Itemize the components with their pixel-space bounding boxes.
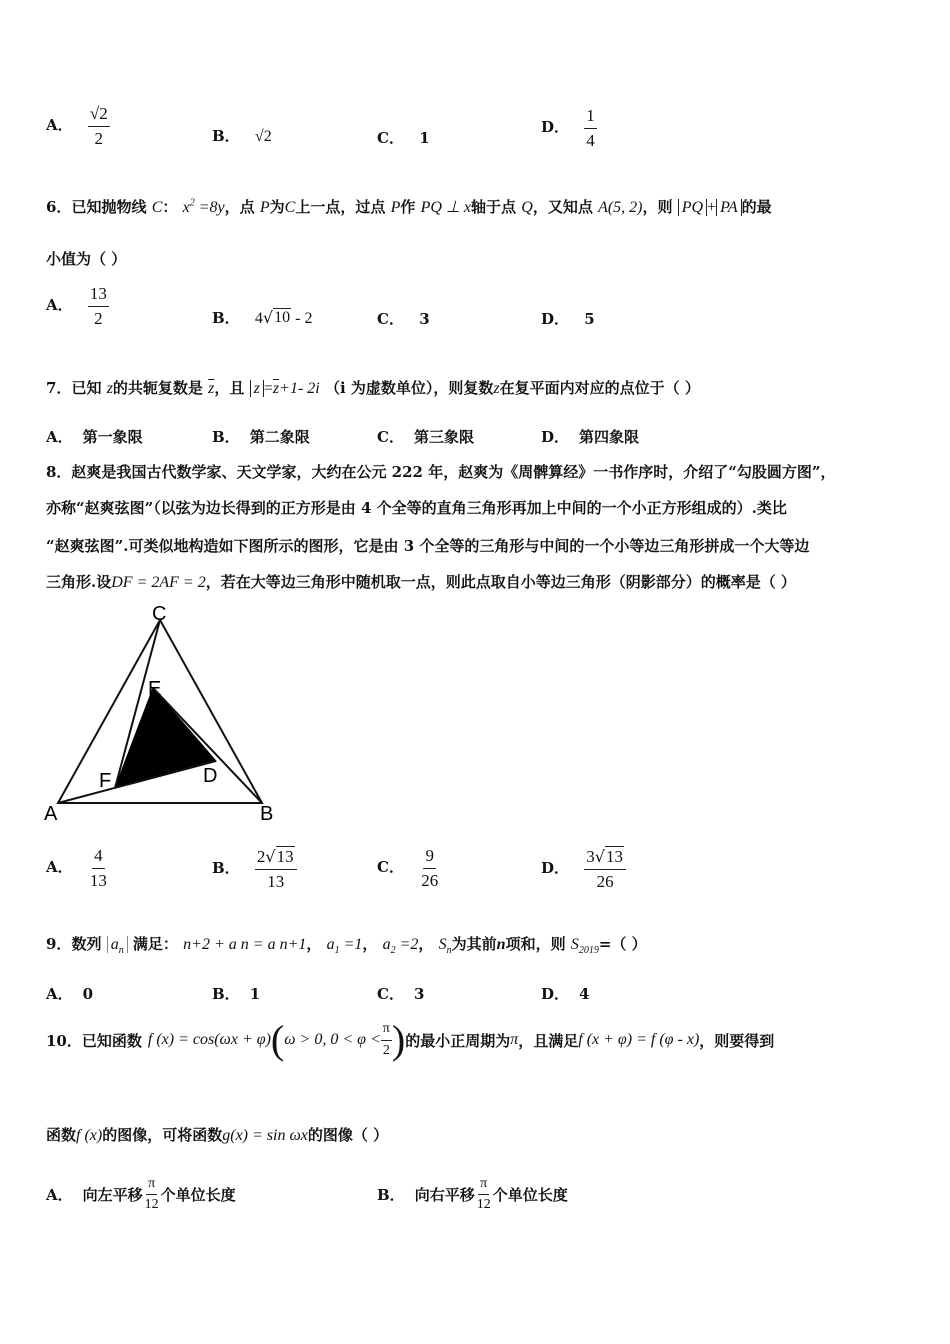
q6-stem-line1: 6．已知抛物线 C： $x^2 =8y$，点 P为C上一点，过点 P作 PQ ⊥ x轴于点 Q，又知点 A(5, 2)，则 PQ + PA 的最 bbox=[46, 197, 772, 216]
fraction: 3 √ 13 26 bbox=[584, 846, 626, 891]
label-e: E bbox=[148, 678, 162, 700]
q7-option-c[interactable]: C． 第三象限 bbox=[377, 428, 474, 446]
q7-option-b[interactable]: B． 第二象限 bbox=[212, 428, 310, 446]
q8-option-b[interactable]: B． 2 √ 13 13 bbox=[212, 846, 297, 891]
label-d: D bbox=[203, 765, 218, 787]
fraction: 2 √ 13 13 bbox=[255, 846, 297, 891]
fraction: $\frac{√2}{2}$ bbox=[89, 104, 108, 148]
q7-stem: 7．已知 z的共轭复数是 $\overline{z}$，且 $z =\overline{z}+1-$ 2i （i 为虚数单位），则复数z在复平面内对应的点位于（ ） bbox=[46, 379, 700, 397]
q8-stem-line4: 三角形.设DF = 2AF = 2，若在大等边三角形中随机取一点，则此点取自小等边三角形（阴影部分）的概率是（ ） bbox=[46, 573, 796, 591]
q8-option-d[interactable]: D． 3 √ 13 26 bbox=[541, 846, 626, 891]
q7-option-a[interactable]: A． 第一象限 bbox=[46, 428, 143, 446]
q9-stem: 9．数列 $a_n$ 满足： n+2 + a n = a n+1， $a_1 =1$， $a_2 =2$， $S_n$为其前n项和，则 $S_{2019}=$（ ） bbox=[46, 935, 647, 957]
label-b: B bbox=[260, 803, 274, 825]
fraction: $\frac{\pi}{2}$ bbox=[382, 1021, 390, 1058]
q5-option-b[interactable] bbox=[212, 125, 272, 146]
fraction: $\frac{9}{26}$ bbox=[421, 846, 439, 890]
fraction: $\frac{\pi}{12}$ bbox=[144, 1176, 159, 1213]
q8-stem-line2: 亦称“赵爽弦图”（以弦为边长得到的正方形是由 4 个全等的直角三角形再加上中间的一个小正方形组成的）.类比 bbox=[46, 499, 787, 517]
q8-option-c[interactable]: C． $\frac{9}{26}$ bbox=[377, 846, 439, 890]
option-value: 5 bbox=[584, 310, 595, 328]
q10-stem-line2: 函数f (x)的图像，可将函数g(x) = sin ωx的图像（ ） bbox=[46, 1126, 389, 1144]
q10-stem-line1: 10． 已知函数 f (x) = cos(ωx + φ) ( ω > 0, 0 < φ < $\frac{\pi}{2}$ ) 的最小正周期为 π ，且满足 f (x + φ) = f (φ - x) ，则要得到 bbox=[46, 1017, 775, 1062]
q10-option-b[interactable]: B． 向右平移 $\frac{\pi}{12}$ 个单位长度 bbox=[377, 1176, 568, 1213]
q6-option-a[interactable] bbox=[46, 284, 109, 328]
q9-option-d[interactable]: D． 4 bbox=[541, 985, 590, 1003]
option-label: C． bbox=[377, 310, 404, 328]
q7-option-d[interactable]: D． 第四象限 bbox=[541, 428, 640, 446]
label-f: F bbox=[99, 770, 112, 792]
q9-option-b[interactable]: B． 1 bbox=[212, 985, 261, 1003]
fraction: $\frac{13}{2}$ bbox=[89, 284, 107, 328]
option-label: D． bbox=[541, 118, 570, 137]
option-label: A． bbox=[46, 116, 73, 135]
option-value: 1 bbox=[419, 129, 430, 147]
option-value: √2 bbox=[254, 128, 272, 145]
option-label: A． bbox=[46, 296, 73, 315]
fraction: $\frac{\pi}{12}$ bbox=[476, 1176, 491, 1213]
label-c: C bbox=[152, 603, 167, 625]
q6-option-c[interactable] bbox=[377, 308, 430, 329]
option-value: 3 bbox=[419, 310, 430, 328]
q5-option-d[interactable] bbox=[541, 106, 597, 150]
fraction: $\frac{1}{4}$ bbox=[586, 106, 595, 150]
q8-option-a[interactable]: A． $\frac{4}{13}$ bbox=[46, 846, 107, 890]
option-label: C． bbox=[377, 129, 404, 147]
q10-option-a[interactable]: A． 向左平移 $\frac{\pi}{12}$ 个单位长度 bbox=[46, 1176, 236, 1213]
q6-option-b[interactable]: B． 4 √ 10 - 2 bbox=[212, 308, 313, 327]
q5-option-a[interactable] bbox=[46, 104, 110, 148]
q6-option-d[interactable] bbox=[541, 308, 595, 329]
triangle-figure bbox=[40, 598, 290, 828]
q9-option-c[interactable]: C． 3 bbox=[377, 985, 425, 1003]
option-label: D． bbox=[541, 310, 570, 328]
label-a: A bbox=[44, 803, 58, 825]
q8-stem-line1: 8．赵爽是我国古代数学家、天文学家，大约在公元 222 年，赵爽为《周髀算经》一书作序时，介绍了“勾股圆方图”， bbox=[46, 463, 836, 481]
option-label: B． bbox=[212, 309, 240, 327]
q6-stem-line2: 小值为（ ） bbox=[46, 250, 127, 268]
q9-option-a[interactable]: A． 0 bbox=[46, 985, 94, 1003]
q8-stem-line3: “赵爽弦图”.可类似地构造如下图所示的图形，它是由 3 个全等的三角形与中间的一个小等边三角形拼成一个大等边 bbox=[46, 537, 810, 555]
option-label: B． bbox=[212, 127, 240, 145]
q5-option-c[interactable] bbox=[377, 127, 430, 148]
fraction: $\frac{4}{13}$ bbox=[89, 846, 107, 890]
